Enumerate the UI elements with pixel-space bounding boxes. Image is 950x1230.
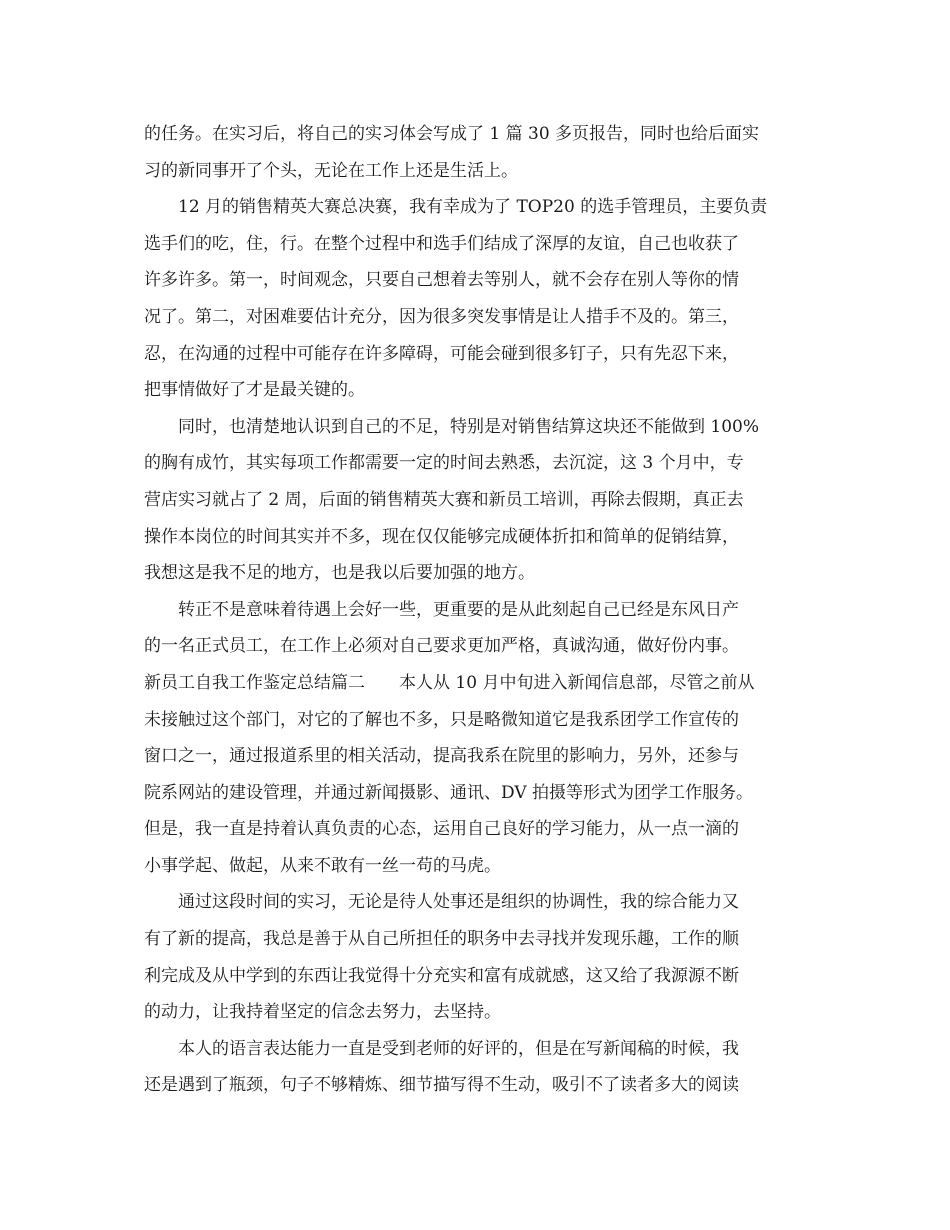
section-heading-line: 新员工自我工作鉴定总结篇二 本人从 10 月中旬进入新闻信息部，尽管之前从 bbox=[144, 672, 755, 693]
text-line: 未接触过这个部门，对它的了解也不多，只是略微知道它是我系团学工作宣传的 bbox=[144, 709, 739, 730]
text-line: 有了新的提高，我总是善于从自己所担任的职务中去寻找并发现乐趣，工作的顺 bbox=[144, 929, 739, 950]
text-line: 的任务。在实习后，将自己的实习体会写成了 1 篇 30 多页报告，同时也给后面实 bbox=[144, 124, 760, 144]
text-line: 的胸有成竹，其实每项工作都需要一定的时间去熟悉，去沉淀，这 3 个月中，专 bbox=[144, 453, 744, 474]
text-line: 窗口之一，通过报道系里的相关活动，提高我系在院里的影响力，另外，还参与 bbox=[144, 746, 739, 767]
text-line: 况了。第二，对困难要估计充分，因为很多突发事情是让人措手不及的。第三， bbox=[144, 306, 739, 327]
text-line: 选手们的吃，住，行。在整个过程中和选手们结成了深厚的友谊，自己也收获了 bbox=[144, 233, 739, 254]
text-line: 小事学起、做起，从来不敢有一丝一苟的马虎。 bbox=[144, 855, 501, 876]
paragraph-start-line: 通过这段时间的实习，无论是待人处事还是组织的协调性，我的综合能力又 bbox=[178, 892, 739, 913]
text-line: 营店实习就占了 2 周，后面的销售精英大赛和新员工培训，再除去假期，真正去 bbox=[144, 489, 744, 510]
text-line: 的一名正式员工，在工作上必须对自己要求更加严格，真诚沟通，做好份内事。 bbox=[144, 636, 739, 657]
text-line: 还是遇到了瓶颈，句子不够精炼、细节描写得不生动，吸引不了读者多大的阅读 bbox=[144, 1075, 739, 1096]
paragraph-start-line: 本人的语言表达能力一直是受到老师的好评的，但是在写新闻稿的时候，我 bbox=[178, 1038, 739, 1059]
paragraph-start-line: 12 月的销售精英大赛总决赛，我有幸成为了 TOP20 的选手管理员，主要负责 bbox=[178, 197, 768, 218]
text-line: 操作本岗位的时间其实并不多，现在仅仅能够完成硬体折扣和简单的促销结算， bbox=[144, 526, 739, 547]
paragraph-start-line: 同时，也清楚地认识到自己的不足，特别是对销售结算这块还不能做到 100% bbox=[178, 416, 760, 437]
text-line: 院系网站的建设管理，并通过新闻摄影、通讯、DV 拍摄等形式为团学工作服务。 bbox=[144, 782, 754, 803]
text-line: 的动力，让我持着坚定的信念去努力，去坚持。 bbox=[144, 1002, 501, 1023]
text-line: 但是，我一直是持着认真负责的心态，运用自己良好的学习能力，从一点一滴的 bbox=[144, 819, 739, 840]
paragraph-start-line: 转正不是意味着待遇上会好一些，更重要的是从此刻起自己已经是东风日产 bbox=[178, 599, 739, 620]
text-line: 忍，在沟通的过程中可能存在许多障碍，可能会碰到很多钉子，只有先忍下来， bbox=[144, 343, 739, 364]
text-line: 利完成及从中学到的东西让我觉得十分充实和富有成就感，这又给了我源源不断 bbox=[144, 965, 739, 986]
text-line: 许多许多。第一，时间观念，只要自己想着去等别人，就不会存在别人等你的情 bbox=[144, 270, 739, 291]
text-line: 把事情做好了才是最关键的。 bbox=[144, 380, 365, 401]
text-line: 我想这是我不足的地方，也是我以后要加强的地方。 bbox=[144, 563, 535, 584]
text-line: 习的新同事开了个头，无论在工作上还是生活上。 bbox=[144, 160, 518, 181]
body-text bbox=[144, 116, 814, 1104]
